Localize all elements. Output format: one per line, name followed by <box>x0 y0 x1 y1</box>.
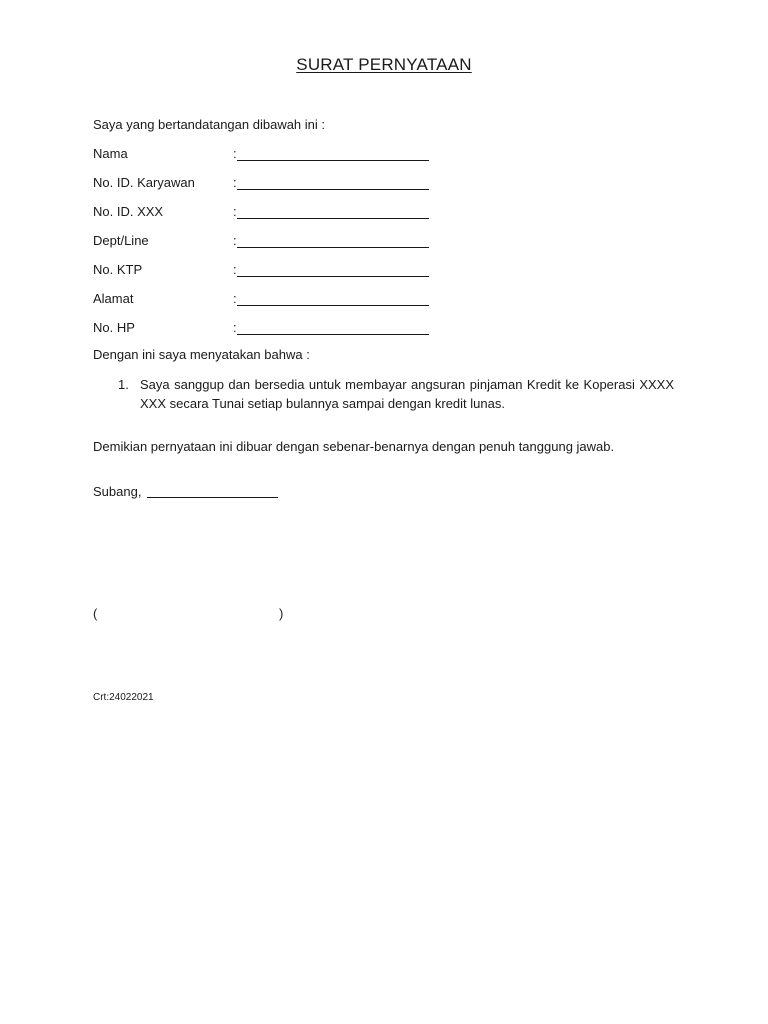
field-label: Dept/Line <box>93 233 149 248</box>
field-colon: : <box>233 233 237 248</box>
document-code: Crt:24022021 <box>93 692 154 703</box>
statement-text: Saya sanggup dan bersedia untuk membayar angsuran pinjaman Kredit ke Koperasi XXXX XXX secara Tunai setiap bulannya sampai dengan kredit lunas. <box>140 377 674 411</box>
field-colon: : <box>233 175 237 190</box>
field-colon: : <box>233 146 237 161</box>
field-blank-line <box>237 189 429 190</box>
field-no-hp <box>93 320 433 338</box>
field-nama <box>93 146 433 164</box>
document-title: SURAT PERNYATAAN <box>296 55 472 74</box>
signature-close-paren: ) <box>279 606 284 621</box>
field-label: No. HP <box>93 320 135 335</box>
field-colon: : <box>233 320 237 335</box>
statement-number: 1. <box>118 377 129 392</box>
place-label: Subang, <box>93 484 142 499</box>
field-blank-line <box>237 160 429 161</box>
statement-intro: Dengan ini saya menyatakan bahwa : <box>93 347 310 362</box>
field-colon: : <box>233 262 237 277</box>
field-label: No. ID. XXX <box>93 204 164 219</box>
field-blank-line <box>237 305 429 306</box>
field-label: No. ID. Karyawan <box>93 175 195 190</box>
field-blank-line <box>237 247 429 248</box>
field-blank-line <box>237 334 429 335</box>
field-alamat <box>93 291 433 309</box>
field-no-id-karyawan <box>93 175 433 193</box>
field-label: Alamat <box>93 291 134 306</box>
field-colon: : <box>233 291 237 306</box>
field-label: Nama <box>93 146 128 161</box>
field-no-id-xxx <box>93 204 433 222</box>
field-blank-line <box>237 276 429 277</box>
field-no-ktp <box>93 262 433 280</box>
signature-open-paren: ( <box>93 606 98 621</box>
field-blank-line <box>237 218 429 219</box>
date-blank-line <box>147 497 278 498</box>
field-label: No. KTP <box>93 262 143 277</box>
closing-text: Demikian pernyataan ini dibuar dengan sebenar-benarnya dengan penuh tanggung jawab. <box>93 439 615 454</box>
field-colon: : <box>233 204 237 219</box>
field-dept-line <box>93 233 433 251</box>
intro-text: Saya yang bertandatangan dibawah ini : <box>93 117 326 132</box>
